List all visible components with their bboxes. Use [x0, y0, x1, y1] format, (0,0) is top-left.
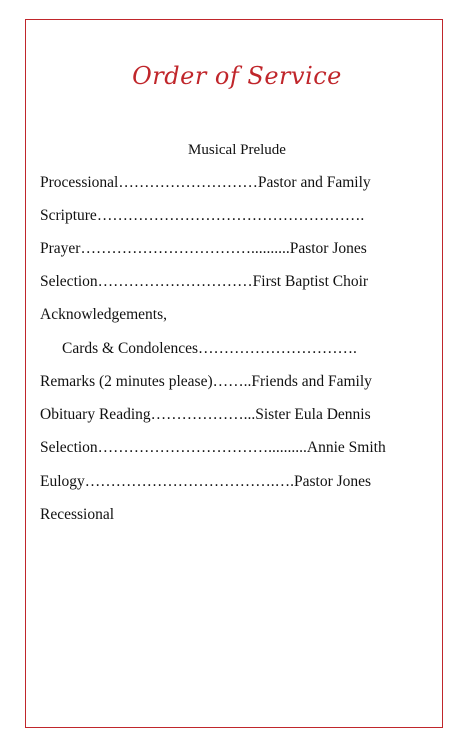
program-item-selection-solo: Selection……………………………..........Annie Smith: [40, 439, 386, 456]
program-item-acknowledgements: Acknowledgements,: [40, 306, 167, 323]
program-item-prayer: Prayer……………………………..........Pastor Jones: [40, 240, 367, 257]
program-item-cards-condolences: Cards & Condolences………………………….: [62, 340, 357, 357]
program-item-obituary-reading: Obituary Reading………………...Sister Eula Dennis: [40, 406, 371, 423]
program-item-scripture: Scripture…………………………………………….: [40, 207, 365, 224]
program-item-remarks: Remarks (2 minutes please)……..Friends and Family: [40, 373, 372, 390]
program-item-eulogy: Eulogy……………………………….….Pastor Jones: [40, 473, 372, 490]
program-item-musical-prelude: Musical Prelude: [188, 142, 286, 158]
program-item-selection-choir: Selection…………………………First Baptist Choir: [40, 273, 369, 290]
page-title: Order of Service: [132, 62, 342, 90]
program-item-recessional: Recessional: [40, 506, 115, 523]
program-item-processional: Processional………………………Pastor and Family: [40, 174, 371, 191]
